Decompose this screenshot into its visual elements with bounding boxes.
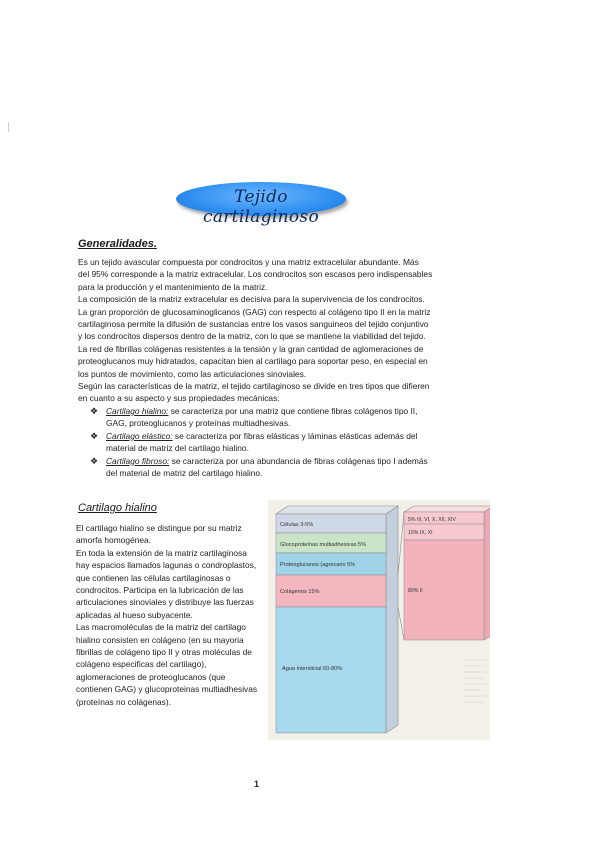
text-line: los puntos de movimiento, como las articulaciones sinoviales. — [78, 368, 307, 379]
label-proteoglycans: Proteoglucanos (agrecano 5% — [280, 562, 356, 568]
right-bar — [404, 506, 490, 640]
list-item — [90, 405, 428, 430]
generalidades-paragraph — [78, 256, 432, 405]
hialino-paragraph — [76, 522, 257, 708]
tipo-text: se caracteriza por una matriz que contiene fibras colágenos tipo II, — [168, 406, 418, 416]
text-line: En toda la extensión de la matriz cartilaginosa — [76, 547, 247, 558]
text-line: colágeno especificas del cartilago), — [76, 659, 207, 670]
text-line: fibrillas de colágeno tipo II y otras moléculas de — [76, 647, 252, 658]
right-bar-top — [404, 506, 490, 512]
right-bar-side — [484, 506, 490, 640]
text-line: aglomeraciones de proteoglucanos (que — [76, 671, 226, 682]
text-line: aplicadas al hueso subyacente. — [76, 609, 193, 620]
margin-mark — [8, 122, 9, 132]
left-bar — [276, 506, 398, 733]
text-line: Según las características de la matriz, el tejido cartilaginoso se divide en tres tipos que difieren — [78, 381, 430, 392]
list-item — [90, 455, 428, 480]
text-line: del 95% corresponde a la matriz extracelular. Los condrocitos son escasos pero indispensables — [78, 269, 433, 280]
diamond-bullet-icon: ❖ — [90, 406, 99, 416]
tipo-continuation: material de matriz del cartilago hialino. — [106, 443, 249, 454]
text-line: cartilaginosa permite la difusión de sustancias entre los vasos sanguineos del tejido conjuntivo — [78, 319, 429, 330]
connector-top — [398, 512, 404, 575]
left-bar-side — [386, 506, 398, 733]
tipo-term: Cartilago elástico: — [106, 430, 173, 441]
label-glycoproteins: Glucoproteínas multiadhesivas 5% — [280, 542, 367, 548]
tipos-list — [90, 405, 428, 479]
text-line: hialino consisten en colágeno (en su mayoria — [76, 634, 244, 645]
text-line: que contienen las células cartilaginosas o — [76, 572, 231, 583]
label-water: Agua intersticial 60-80% — [282, 666, 343, 672]
text-line: La gran proporción de glucosaminoglicanos (GAG) con respecto al colágeno tipo II en la matriz — [78, 306, 431, 317]
diamond-bullet-icon: ❖ — [90, 430, 99, 441]
list-item — [90, 430, 428, 455]
page-number: 1 — [254, 779, 260, 789]
composition-diagram — [268, 500, 490, 740]
text-line: (proteínas no colágenas). — [76, 696, 171, 707]
text-line: para la producción y el mantenimiento de la matriz. — [78, 281, 268, 292]
tipo-term: Cartilago fibroso: — [106, 455, 170, 466]
text-line: Las macromoléculas de la matriz del cartilago — [76, 622, 246, 633]
tipo-text: se caracteriza por una abundancia de fibras colágenas tipo I además — [169, 455, 428, 466]
text-line: y los condrocitos dispersos dentro de la matriz, con lo que se mantiene la viabilidad del tejido. — [78, 331, 426, 342]
label-collagen-ix-xi: 15% IX, XI — [408, 530, 433, 536]
connector-bottom — [398, 607, 404, 640]
text-line: La composición de la matriz extracelular es decisiva para la supervivencia de los condrocitos. — [78, 294, 425, 305]
label-cells: Células 3-5% — [280, 522, 314, 528]
text-line: proteoglucanos muy hidratados, capacitan bien al cartilago para soportar peso, en especial en — [78, 356, 428, 367]
text-line: articulaciones sinoviales y distribuye las fuerzas — [76, 597, 254, 608]
hialino-heading: Cartilago hialino — [78, 502, 157, 514]
label-collagen-minor: 5% III, VI, X, XII, XIV — [408, 517, 456, 523]
label-collagen-ii: 80% II — [408, 588, 423, 594]
generalidades-heading: Generalidades. — [78, 238, 157, 250]
background-text-texture — [464, 660, 488, 702]
tipo-continuation: GAG, proteoglucanos y proteínas multiadhesivas. — [106, 418, 291, 429]
text-line: La red de fibrillas colágenas resistentes a la tensión y la gran cantidad de aglomeraciones de — [78, 343, 424, 354]
text-line: amorfa homogénea. — [76, 535, 151, 546]
label-collagens: Colágenos 15% — [280, 589, 320, 595]
page-title: Tejido cartilaginoso — [203, 187, 319, 227]
tipo-term: Cartilago hialino: — [106, 406, 169, 416]
text-line: hay espacios llamados lagunas o condroplastos, — [76, 560, 257, 571]
text-line: contienen GAG) y glucoproteinas multiadhesivas — [76, 684, 258, 695]
matrix-composition-figure — [268, 500, 490, 740]
diamond-bullet-icon: ❖ — [90, 455, 99, 466]
text-line: Es un tejido avascular compuesta por condrocitos y una matriz extracelular abundante. Más — [78, 257, 419, 267]
text-line: El cartilago hialino se distingue por su matriz — [76, 523, 242, 533]
left-bar-top — [276, 506, 398, 514]
title-banner — [176, 182, 346, 227]
tipo-text: se caracteriza por fibras elásticas y láminas elásticas además del — [172, 430, 418, 441]
tipo-continuation: del material de matriz del cartilago hialino. — [106, 468, 263, 479]
text-line: condrocitos. Participa en la lubricación de las — [76, 585, 244, 596]
text-line: en cuanto a su aspecto y sus propiedades mecánicas: — [78, 393, 280, 404]
